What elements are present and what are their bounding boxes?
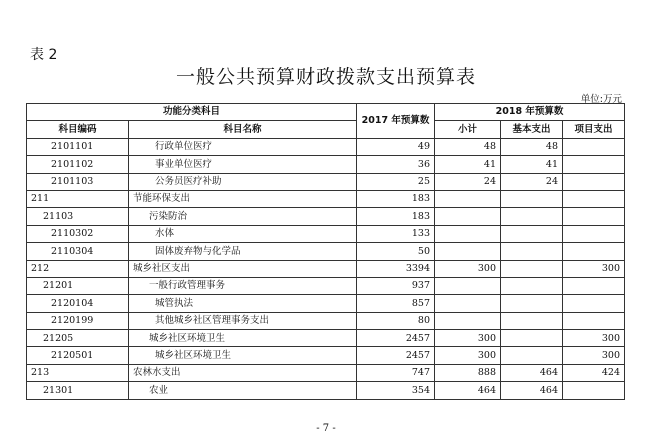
table-row bbox=[27, 364, 625, 381]
document-title: 一般公共预算财政拨款支出预算表 bbox=[175, 66, 476, 88]
code-cell: 21301 bbox=[27, 382, 129, 399]
table-row bbox=[27, 382, 625, 399]
basic-expenditure-cell bbox=[501, 243, 563, 260]
name-cell: 农业 bbox=[129, 382, 357, 399]
table-row bbox=[27, 138, 625, 155]
project-expenditure-cell bbox=[563, 312, 625, 329]
project-expenditure-cell bbox=[563, 173, 625, 190]
name-cell: 污染防治 bbox=[129, 208, 357, 225]
subtotal-cell bbox=[435, 295, 501, 312]
code-cell: 21201 bbox=[27, 277, 129, 294]
unit-label: 单位:万元 bbox=[580, 94, 622, 105]
name-cell: 事业单位医疗 bbox=[129, 156, 357, 173]
header-subtotal: 小计 bbox=[435, 121, 501, 138]
budget-table bbox=[26, 103, 625, 400]
subtotal-cell: 41 bbox=[435, 156, 501, 173]
basic-expenditure-cell bbox=[501, 295, 563, 312]
project-expenditure-cell: 300 bbox=[563, 260, 625, 277]
code-cell: 2101101 bbox=[27, 138, 129, 155]
code-cell: 213 bbox=[27, 364, 129, 381]
table-header bbox=[27, 104, 625, 139]
table-row bbox=[27, 330, 625, 347]
budget-2017-cell: 183 bbox=[357, 208, 435, 225]
basic-expenditure-cell: 48 bbox=[501, 138, 563, 155]
budget-2017-cell: 183 bbox=[357, 190, 435, 207]
table-row bbox=[27, 243, 625, 260]
name-cell: 城乡社区支出 bbox=[129, 260, 357, 277]
subtotal-cell bbox=[435, 208, 501, 225]
project-expenditure-cell bbox=[563, 156, 625, 173]
header-2018-budget: 2018 年预算数 bbox=[435, 104, 625, 121]
table-row bbox=[27, 295, 625, 312]
table-row bbox=[27, 260, 625, 277]
header-row-2 bbox=[27, 121, 625, 138]
project-expenditure-cell bbox=[563, 138, 625, 155]
budget-2017-cell: 49 bbox=[357, 138, 435, 155]
project-expenditure-cell: 424 bbox=[563, 364, 625, 381]
project-expenditure-cell bbox=[563, 243, 625, 260]
code-cell: 21103 bbox=[27, 208, 129, 225]
header-row-1 bbox=[27, 104, 625, 121]
budget-2017-cell: 3394 bbox=[357, 260, 435, 277]
basic-expenditure-cell bbox=[501, 312, 563, 329]
table-row bbox=[27, 225, 625, 242]
table-body bbox=[27, 138, 625, 399]
budget-2017-cell: 36 bbox=[357, 156, 435, 173]
table-row bbox=[27, 208, 625, 225]
basic-expenditure-cell: 41 bbox=[501, 156, 563, 173]
name-cell: 城乡社区环境卫生 bbox=[129, 347, 357, 364]
budget-2017-cell: 747 bbox=[357, 364, 435, 381]
header-name: 科目名称 bbox=[129, 121, 357, 138]
project-expenditure-cell bbox=[563, 190, 625, 207]
table-row bbox=[27, 312, 625, 329]
basic-expenditure-cell bbox=[501, 190, 563, 207]
project-expenditure-cell bbox=[563, 208, 625, 225]
basic-expenditure-cell: 464 bbox=[501, 364, 563, 381]
code-cell: 2101103 bbox=[27, 173, 129, 190]
name-cell: 水体 bbox=[129, 225, 357, 242]
subtotal-cell: 300 bbox=[435, 260, 501, 277]
name-cell: 城乡社区环境卫生 bbox=[129, 330, 357, 347]
budget-2017-cell: 80 bbox=[357, 312, 435, 329]
basic-expenditure-cell: 24 bbox=[501, 173, 563, 190]
name-cell: 一般行政管理事务 bbox=[129, 277, 357, 294]
subtotal-cell bbox=[435, 190, 501, 207]
code-cell: 2101102 bbox=[27, 156, 129, 173]
project-expenditure-cell bbox=[563, 277, 625, 294]
basic-expenditure-cell bbox=[501, 330, 563, 347]
page-number: - 7 - bbox=[316, 423, 336, 434]
header-project-expenditure: 项目支出 bbox=[563, 121, 625, 138]
name-cell: 节能环保支出 bbox=[129, 190, 357, 207]
basic-expenditure-cell bbox=[501, 208, 563, 225]
budget-2017-cell: 2457 bbox=[357, 347, 435, 364]
name-cell: 其他城乡社区管理事务支出 bbox=[129, 312, 357, 329]
subtotal-cell bbox=[435, 243, 501, 260]
budget-2017-cell: 133 bbox=[357, 225, 435, 242]
project-expenditure-cell bbox=[563, 295, 625, 312]
header-basic-expenditure: 基本支出 bbox=[501, 121, 563, 138]
basic-expenditure-cell bbox=[501, 260, 563, 277]
name-cell: 固体废弃物与化学品 bbox=[129, 243, 357, 260]
table-row bbox=[27, 190, 625, 207]
budget-2017-cell: 857 bbox=[357, 295, 435, 312]
budget-2017-cell: 354 bbox=[357, 382, 435, 399]
table-row bbox=[27, 347, 625, 364]
subtotal-cell bbox=[435, 312, 501, 329]
table-number-label: 表 2 bbox=[30, 47, 58, 63]
project-expenditure-cell bbox=[563, 382, 625, 399]
subtotal-cell: 300 bbox=[435, 330, 501, 347]
project-expenditure-cell: 300 bbox=[563, 347, 625, 364]
code-cell: 2110304 bbox=[27, 243, 129, 260]
code-cell: 2110302 bbox=[27, 225, 129, 242]
code-cell: 2120199 bbox=[27, 312, 129, 329]
budget-2017-cell: 25 bbox=[357, 173, 435, 190]
subtotal-cell: 888 bbox=[435, 364, 501, 381]
name-cell: 行政单位医疗 bbox=[129, 138, 357, 155]
basic-expenditure-cell: 464 bbox=[501, 382, 563, 399]
project-expenditure-cell: 300 bbox=[563, 330, 625, 347]
subtotal-cell: 300 bbox=[435, 347, 501, 364]
header-functional-classification: 功能分类科目 bbox=[27, 104, 357, 121]
budget-2017-cell: 50 bbox=[357, 243, 435, 260]
budget-2017-cell: 2457 bbox=[357, 330, 435, 347]
code-cell: 211 bbox=[27, 190, 129, 207]
header-code: 科目编码 bbox=[27, 121, 129, 138]
name-cell: 农林水支出 bbox=[129, 364, 357, 381]
subtotal-cell bbox=[435, 277, 501, 294]
basic-expenditure-cell bbox=[501, 225, 563, 242]
table-row bbox=[27, 277, 625, 294]
budget-2017-cell: 937 bbox=[357, 277, 435, 294]
basic-expenditure-cell bbox=[501, 277, 563, 294]
code-cell: 21205 bbox=[27, 330, 129, 347]
name-cell: 公务员医疗补助 bbox=[129, 173, 357, 190]
subtotal-cell: 464 bbox=[435, 382, 501, 399]
subtotal-cell: 24 bbox=[435, 173, 501, 190]
table-row bbox=[27, 173, 625, 190]
code-cell: 212 bbox=[27, 260, 129, 277]
table-row bbox=[27, 156, 625, 173]
basic-expenditure-cell bbox=[501, 347, 563, 364]
code-cell: 2120501 bbox=[27, 347, 129, 364]
subtotal-cell bbox=[435, 225, 501, 242]
name-cell: 城管执法 bbox=[129, 295, 357, 312]
header-2017-budget: 2017 年预算数 bbox=[357, 104, 435, 139]
code-cell: 2120104 bbox=[27, 295, 129, 312]
project-expenditure-cell bbox=[563, 225, 625, 242]
subtotal-cell: 48 bbox=[435, 138, 501, 155]
